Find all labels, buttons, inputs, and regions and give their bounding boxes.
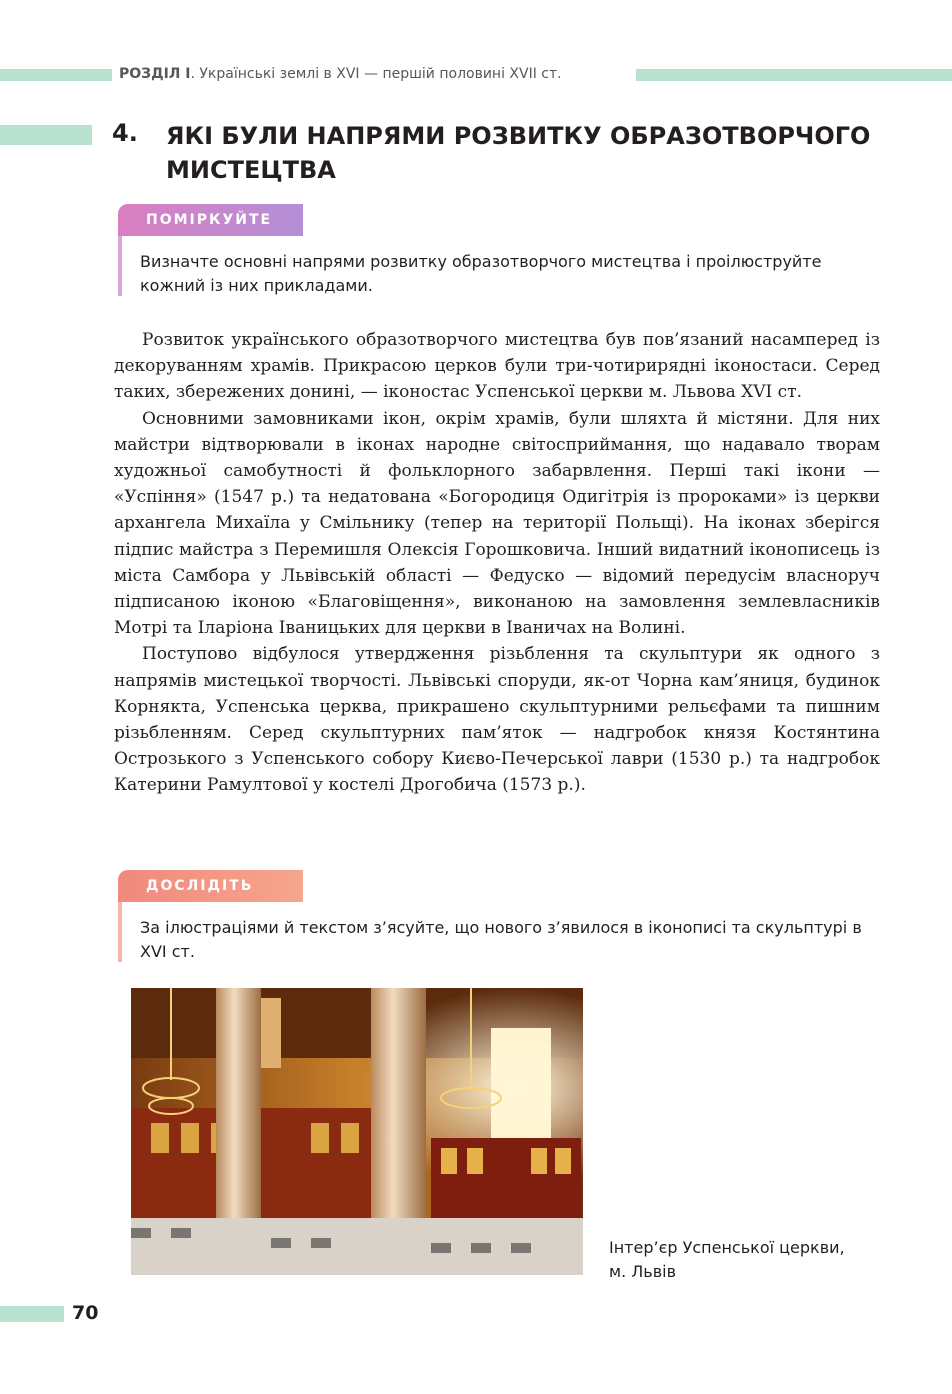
paragraph: Розвиток українського образотворчого мистецтва був пов’язаний насампеpед із декоруванням храмів. Прикрасою церков були три-чотирирядні іконостаси. Серед таких, збережених донині, — іконостас Успенської церкви м. Львова XVI ст. [114, 330, 880, 403]
header-decor-bar-right [636, 69, 952, 81]
church-interior-photo [131, 988, 583, 1275]
think-tag: ПОМІРКУЙТЕ [118, 204, 303, 236]
section-label: РОЗДІЛ І [119, 66, 191, 82]
figure-caption [609, 1236, 909, 1284]
caption-line: м. Львів [609, 1262, 677, 1281]
page-title: ЯКІ БУЛИ НАПРЯМИ РОЗВИТКУ ОБРАЗОТВОРЧОГО МИСТЕЦТВА [166, 122, 871, 184]
explore-task-rule [118, 902, 122, 962]
section-title: . Українські землі в XVI — першій половині XVII ст. [190, 66, 562, 82]
church-interior-illustration [131, 988, 583, 1275]
footer-decor-bar [0, 1306, 64, 1322]
title-decor-bar [0, 125, 92, 145]
paragraph: Основними замовниками ікон, окрім храмів, були шляхта й містяни. Для них майстри відтворювали в іконах народне світосприймання, що надавало творам художньої самобутності й фольклорного забарвлення. Перші такі ікони — «Успіння» (1547 р.) та недатована «Богородиця Одигітрія із пророками» із церкви архангела Михаїла у Смільнику (тепер на території Польщі). На іконах зберігся підпис майстра з Перемишля Олексія Горошковича. Інший видатний іконописець із міста Самбора у Львівській області — Федуско — відомий передусім власноруч підписаною іконою «Благовіщення», виконаною на замовлення землевласників Мотрі та Іларіона Іваницьких для церкви в Іваничах на Волині. [114, 408, 880, 639]
body-text [114, 327, 880, 799]
caption-line: Інтер’єр Успенської церкви, [609, 1238, 845, 1257]
think-task-rule [118, 236, 122, 296]
think-task-text: Визначте основні напрями розвитку образотворчого мистецтва і проілюструйте кожний із них прикладами. [140, 252, 822, 295]
explore-tag: ДОСЛІДІТЬ [118, 870, 303, 902]
section-number: 4. [112, 119, 138, 147]
running-head [119, 66, 562, 82]
page-number: 70 [72, 1302, 99, 1324]
header-decor-bar-left [0, 69, 112, 81]
paragraph: Поступово відбулося утвердження різьблення та скульптури як одного з напрямів мистецької творчості. Львівські споруди, як-от Чорна кам’яниця, будинок Корнякта, Успенська церква, прикрашено скульптурними рельєфами та пишним різьбленням. Серед скульптурних пам’яток — надгробок князя Костянтина Острозького з Успенського собору Києво-Печерської лаври (1530 р.) та надгробок Катерини Рамултової у костелі Дрогобича (1573 р.). [114, 644, 880, 796]
explore-task-text: За ілюстраціями й текстом з’ясуйте, що нового з’явилося в іконописі та скульптурі в XVI ст. [140, 918, 862, 961]
